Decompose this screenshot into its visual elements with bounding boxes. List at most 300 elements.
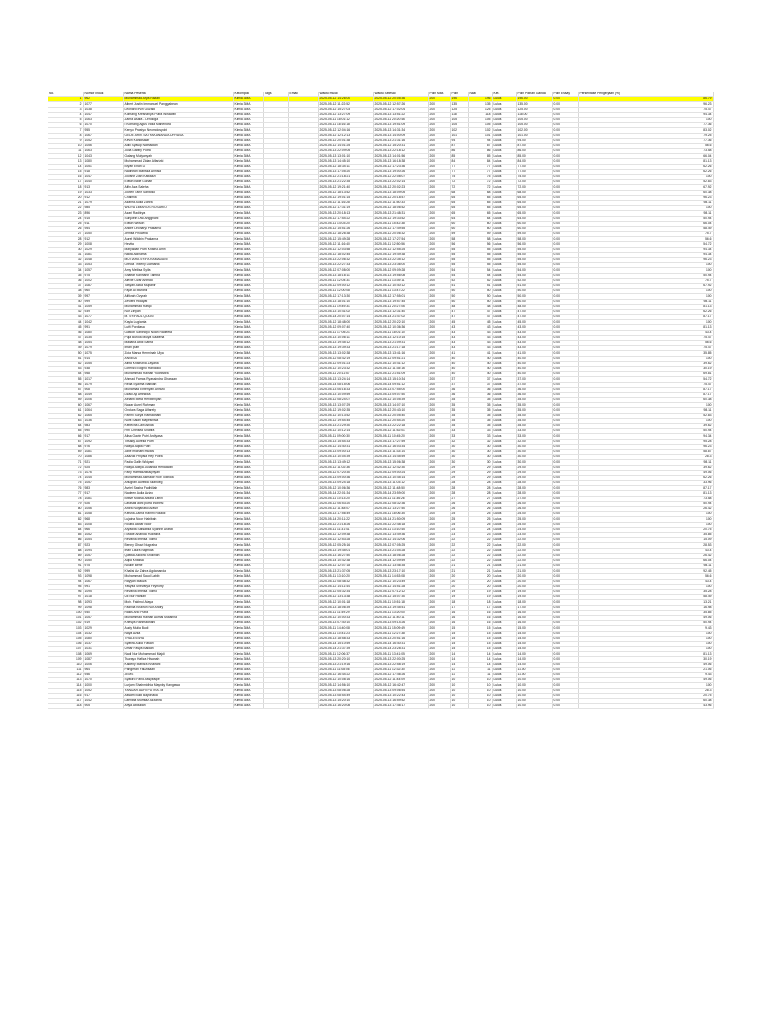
table-cell: Lulus [492, 641, 516, 646]
table-cell: 30 [450, 460, 468, 465]
table-cell: Nadeen Aulia Azizo [123, 491, 233, 496]
table-cell: 30 [468, 455, 492, 460]
table-cell: Kimia 3MA [233, 247, 263, 252]
table-cell: 2025-05-12 11:35:16 [373, 366, 428, 371]
table-cell: 20.00 [516, 584, 552, 589]
table-cell: 0.00 [552, 366, 578, 371]
table-cell: 98.11 [578, 460, 713, 465]
table-cell: 35 [450, 413, 468, 418]
table-cell: 2025-05-12 19:54:45 [318, 418, 373, 423]
table-cell: 1098 [83, 605, 123, 610]
table-cell: 2025-05-12 19:49:38 [373, 252, 428, 257]
table-cell: 0.00 [552, 683, 578, 688]
table-cell: Ardra Nurjanatul Arasif [123, 507, 233, 512]
table-cell: 200 [428, 143, 450, 148]
table-cell: 2025-05-12 10:00:33 [318, 615, 373, 620]
table-cell: 32.00 [516, 439, 552, 444]
table-cell: 200 [428, 325, 450, 330]
table-cell: 56.6 [578, 574, 713, 579]
table-cell: 200 [428, 180, 450, 185]
table-cell: 36 [450, 392, 468, 397]
table-cell: 1095 [83, 590, 123, 595]
table-cell: 2025-05-12 07:12:12 [373, 590, 428, 595]
table-cell: 2025-05-13 18:01:10 [318, 299, 373, 304]
table-cell: 1057 [83, 553, 123, 558]
table-cell: Kimia 3MA [233, 496, 263, 501]
table-cell: Lulus [492, 615, 516, 620]
table-cell: Lulus [492, 263, 516, 268]
table-cell: Nikita Aldhama [123, 252, 233, 257]
table-cell: Kimia 3MA [233, 704, 263, 709]
table-cell: Kimia 3MA [233, 361, 263, 366]
table-cell: 65.00 [516, 195, 552, 200]
table-cell: 96.23 [578, 195, 713, 200]
table-cell: 2025-05-12 13:27:50 [373, 507, 428, 512]
table-cell: 0.00 [552, 595, 578, 600]
table-cell: 63 [48, 418, 83, 423]
table-cell: 43.00 [516, 330, 552, 335]
table-cell: 48 [450, 304, 468, 309]
table-cell: 56.6 [578, 341, 713, 346]
table-cell: 2025-05-12 20:05:40 [373, 413, 428, 418]
table-cell: 29.00 [516, 470, 552, 475]
table-cell: 1052 [83, 688, 123, 693]
table-cell: 200 [428, 164, 450, 169]
table-cell: 1063 [83, 117, 123, 122]
table-cell: Kimia 3MA [233, 206, 263, 211]
table-cell: 58 [48, 392, 83, 397]
table-cell: 2025-05-12 06:53:20 [318, 501, 373, 506]
table-cell: Fadia Galih Widyani [123, 460, 233, 465]
table-cell: 56.6 [578, 237, 713, 242]
table-cell: 56 [450, 242, 468, 247]
table-cell: 43.00 [516, 346, 552, 351]
table-cell: Nasya Aqilla Putri [123, 444, 233, 449]
table-cell: 200 [428, 237, 450, 242]
table-cell: 2025-05-14 10:42:38 [318, 558, 373, 563]
table-cell: Kimia 3MA [233, 278, 263, 283]
table-cell: 40.00 [516, 356, 552, 361]
table-cell: Kimia 3MA [233, 418, 263, 423]
table-cell: 2025-05-13 22:09:05 [318, 149, 373, 154]
table-cell: 75.47 [578, 107, 713, 112]
table-cell: Lulus [492, 341, 516, 346]
table-cell: 22 [468, 553, 492, 558]
table-cell: Kimia 3MA [233, 102, 263, 107]
table-cell: Lulus [492, 434, 516, 439]
table-cell: 2025-05-13 13:41:16 [373, 351, 428, 356]
table-cell: 43 [468, 335, 492, 340]
table-cell: 0.00 [552, 636, 578, 641]
table-cell: 40.00 [516, 361, 552, 366]
table-cell: 19 [48, 190, 83, 195]
table-cell: 2025-05-12 08:32:36 [373, 501, 428, 506]
table-cell: 0.00 [552, 294, 578, 299]
table-cell: 0.00 [552, 501, 578, 506]
table-cell: 917 [83, 434, 123, 439]
table-cell: 1056 [83, 507, 123, 512]
table-cell: 14 [468, 652, 492, 657]
table-cell: Kimia 3MA [233, 97, 263, 102]
table-cell: 75.7 [578, 278, 713, 283]
table-cell: 2025-05-13 22:35:12 [373, 258, 428, 263]
table-cell: 109 [48, 657, 83, 662]
table-cell: 966 [83, 527, 123, 532]
table-cell: 30.00 [516, 455, 552, 460]
table-cell: 106 [48, 641, 83, 646]
table-cell: 64 [450, 216, 468, 221]
table-cell: 60.38 [578, 698, 713, 703]
table-cell: 0.00 [552, 527, 578, 532]
table-cell: 2025-05-11 14:53:08 [373, 574, 428, 579]
table-cell: 2025-05-13 16:27:50 [318, 553, 373, 558]
table-cell: 200 [428, 382, 450, 387]
table-cell: 1092 [83, 439, 123, 444]
table-cell: 104 [48, 631, 83, 636]
table-cell: 200 [428, 481, 450, 486]
table-cell: Lulus [492, 107, 516, 112]
table-cell: 27 [48, 232, 83, 237]
table-cell: 2025-05-12 14:32:06 [373, 538, 428, 543]
table-cell: 991 [83, 584, 123, 589]
table-cell: 10.00 [516, 683, 552, 688]
table-cell: 0.00 [552, 605, 578, 610]
table-cell: 985 [83, 206, 123, 211]
table-cell: 1075 [83, 351, 123, 356]
table-cell: 200 [428, 175, 450, 180]
table-cell: 20 [450, 574, 468, 579]
table-cell: 85 [468, 154, 492, 159]
table-cell: Alfikrah Ozyrah [123, 294, 233, 299]
table-cell: 2025-05-13 22:22:18 [373, 424, 428, 429]
table-cell: 2025-05-12 20:54:20 [373, 418, 428, 423]
table-cell: 2025-05-11 10:51:18 [373, 600, 428, 605]
table-cell: 940 [83, 610, 123, 615]
table-cell: 105.00 [516, 123, 552, 128]
table-cell: 100 [578, 263, 713, 268]
table-cell: 2025-05-12 18:02:45 [318, 252, 373, 257]
table-cell: 52.00 [516, 278, 552, 283]
table-cell: 48 [468, 304, 492, 309]
table-cell: 2025-05-12 13:46:35 [373, 564, 428, 569]
table-cell: Zaazuk Pinyala Hey Putra [123, 455, 233, 460]
table-cell: 14 [468, 662, 492, 667]
table-cell: 28.3 [578, 455, 713, 460]
table-cell: Kimia 3MA [233, 169, 263, 174]
table-cell: 2025-05-12 10:36:36 [373, 325, 428, 330]
table-cell: Kimia 3MA [233, 693, 263, 698]
table-cell: Kimia 3MA [233, 455, 263, 460]
table-cell: 35.28 [578, 590, 713, 595]
table-cell: 2025-05-13 11:33:14 [373, 449, 428, 454]
table-cell: 100 [578, 320, 713, 325]
table-cell: 200 [428, 418, 450, 423]
table-cell: 105 [468, 123, 492, 128]
table-cell: Naya Azka [123, 631, 233, 636]
table-cell: 55 [468, 258, 492, 263]
table-cell: 21.00 [516, 564, 552, 569]
table-cell: 200 [428, 206, 450, 211]
table-cell: 50.00 [516, 299, 552, 304]
table-cell: 16 [468, 610, 492, 615]
table-cell: Kimia 3MA [233, 164, 263, 169]
table-cell: Kimia 3MA [233, 175, 263, 180]
table-cell: Kimia 3MA [233, 553, 263, 558]
table-cell: 1043 [83, 154, 123, 159]
table-cell: 0.00 [552, 387, 578, 392]
table-cell: 77.00 [516, 169, 552, 174]
table-cell: 16 [450, 615, 468, 620]
table-cell: Nadhifah Marissa Annisa [123, 169, 233, 174]
table-cell: 78 [48, 496, 83, 501]
table-cell: Syafira Aulia Yuwari [123, 641, 233, 646]
table-cell: 2025-05-12 18:26:38 [318, 232, 373, 237]
table-cell: Kimia 3MA [233, 641, 263, 646]
table-cell: 22.00 [516, 553, 552, 558]
table-cell: 2025-05-13 19:51:09 [373, 123, 428, 128]
table-cell: 2025-05-12 15:20:31 [373, 143, 428, 148]
table-cell: Zevieril Hidayat [123, 299, 233, 304]
table-cell: 0.00 [552, 429, 578, 434]
table-cell: Amy Meilisa Syifa [123, 268, 233, 273]
table-cell: 2025-05-12 10:40:12 [373, 283, 428, 288]
table-cell: 101 [450, 133, 468, 138]
table-cell: Lulus [492, 631, 516, 636]
table-cell: 200 [428, 252, 450, 257]
table-cell: 1045 [83, 475, 123, 480]
table-cell: Kimia 3MA [233, 631, 263, 636]
table-cell: 26.00 [516, 507, 552, 512]
table-cell: 54.72 [578, 242, 713, 247]
table-cell: 16 [450, 621, 468, 626]
table-cell: Jovien Tahir Santoso [123, 190, 233, 195]
table-cell: Lulus [492, 226, 516, 231]
table-cell: 2025-05-12 08:42:19 [318, 356, 373, 361]
table-cell: 28.00 [516, 491, 552, 496]
table-cell: 200 [428, 258, 450, 263]
table-cell: 52 [468, 278, 492, 283]
table-cell: 0.00 [552, 641, 578, 646]
table-cell: 1065 [83, 413, 123, 418]
table-cell: 83 [48, 522, 83, 527]
table-cell: 10 [468, 688, 492, 693]
table-cell: Fahmi Surya Ramadhani [123, 413, 233, 418]
table-cell: Lulus [492, 216, 516, 221]
table-cell: 92.45 [578, 569, 713, 574]
table-cell: 60 [468, 226, 492, 231]
column-header: Poin Pilihan Ganda [516, 92, 552, 97]
table-cell: 102 [48, 621, 83, 626]
table-cell: 25 [468, 517, 492, 522]
table-cell: 2025-05-13 15:10:34 [373, 377, 428, 382]
table-cell: Lulus [492, 693, 516, 698]
table-cell: 2025-05-13 22:58:19 [373, 662, 428, 667]
table-cell: 44 [48, 320, 83, 325]
table-cell: 2025-05-13 10:22:43 [373, 693, 428, 698]
table-cell: 2025-05-11 14:03:20 [318, 221, 373, 226]
table-cell: 15 [450, 626, 468, 631]
table-cell: 0.00 [552, 138, 578, 143]
table-cell: 2025-05-12 20:43:10 [373, 408, 428, 413]
table-cell: Fahy Hafmidzatusyhyah [123, 470, 233, 475]
table-cell: 10 [468, 678, 492, 683]
table-cell: 2025-05-12 19:21:40 [318, 185, 373, 190]
table-cell: Tsurayo Hafiza Hisanah [123, 657, 233, 662]
table-cell: Kebecha Laifi Abida [123, 424, 233, 429]
table-cell: 2025-05-12 20:06:32 [373, 232, 428, 237]
table-cell: 1050 [83, 232, 123, 237]
table-cell: 0.00 [552, 439, 578, 444]
table-cell: 49.06 [578, 662, 713, 667]
table-cell: 47 [468, 315, 492, 320]
table-cell: 50 [468, 289, 492, 294]
table-cell: Bryan Erlan Li [123, 164, 233, 169]
table-cell: 1050 [83, 558, 123, 563]
table-cell: THALESSHA [123, 636, 233, 641]
table-cell: 60.38 [578, 190, 713, 195]
table-cell: Edwin Wilson [123, 221, 233, 226]
table-cell: 200 [428, 693, 450, 698]
table-cell: 52 [450, 278, 468, 283]
table-cell: 0.00 [552, 289, 578, 294]
table-cell: 43 [450, 341, 468, 346]
table-cell: 37 [450, 382, 468, 387]
table-cell: Kimia 3MA [233, 258, 263, 263]
table-cell: 2025-05-12 07:20:30 [318, 470, 373, 475]
table-cell: 200 [428, 532, 450, 537]
table-cell: 11 [468, 667, 492, 672]
table-cell: 77.00 [516, 164, 552, 169]
table-cell: 0.00 [552, 584, 578, 589]
table-cell: 26.00 [516, 501, 552, 506]
table-cell: 87.17 [578, 315, 713, 320]
table-cell: 2025-05-11 09:00:30 [318, 434, 373, 439]
table-cell: Intan putri [123, 346, 233, 351]
table-cell: 200 [428, 574, 450, 579]
table-cell: JEMS [123, 673, 233, 678]
table-cell: Leonard Irvin Guzadi [123, 107, 233, 112]
table-cell: 2025-05-12 14:01:25 [318, 143, 373, 148]
table-cell: Kimia 3MA [233, 449, 263, 454]
table-cell: 1081 [83, 449, 123, 454]
table-cell: 2025-05-12 21:18:26 [318, 522, 373, 527]
table-cell: 200 [428, 491, 450, 496]
table-cell: 100 [578, 641, 713, 646]
table-cell: 43.00 [516, 325, 552, 330]
table-cell: 66.04 [578, 558, 713, 563]
table-cell: 2025-05-11 13:41:05 [373, 652, 428, 657]
table-cell: 2025-05-14 21:50:09 [373, 517, 428, 522]
table-cell: 200 [428, 330, 450, 335]
table-cell: 97 [48, 595, 83, 600]
table-cell: Lulus [492, 200, 516, 205]
table-cell: 43.4 [578, 548, 713, 553]
table-cell: Lulus [492, 403, 516, 408]
table-cell: 84 [468, 159, 492, 164]
table-cell: 43 [468, 325, 492, 330]
table-cell: 1042 [83, 320, 123, 325]
table-cell: Lulus [492, 123, 516, 128]
table-cell: Rasya Aditya Julianda Herdawan [123, 465, 233, 470]
table-cell: Fadhila Khairun Nur Andry [123, 605, 233, 610]
table-cell: 15 [468, 631, 492, 636]
table-cell: 30.00 [516, 449, 552, 454]
table-cell: 14 [468, 657, 492, 662]
table-cell: 200 [428, 636, 450, 641]
table-cell: Kimia 3MA [233, 600, 263, 605]
table-cell: Maryadah Putri Khairul Amri [123, 247, 233, 252]
table-cell: 2025-05-12 13:27:09 [318, 112, 373, 117]
table-cell: 67.92 [578, 185, 713, 190]
table-cell: 1047 [83, 112, 123, 117]
table-cell: 1094 [83, 548, 123, 553]
table-cell: 77 [468, 169, 492, 174]
table-cell: 15.00 [516, 636, 552, 641]
table-cell: 51 [468, 283, 492, 288]
table-cell: 55.00 [516, 263, 552, 268]
table-cell: 2025-05-12 14:11:44 [318, 584, 373, 589]
table-cell: 83.02 [578, 128, 713, 133]
table-cell: 0.00 [552, 216, 578, 221]
table-cell: Lulus [492, 180, 516, 185]
table-cell: 10 [450, 678, 468, 683]
table-cell: 200 [428, 216, 450, 221]
table-cell: 2025-05-12 20:02:23 [373, 185, 428, 190]
table-cell: 11.00 [516, 673, 552, 678]
table-cell: 100 [578, 356, 713, 361]
table-cell: 6 [48, 123, 83, 128]
table-cell: 2025-05-13 15:20:10 [318, 698, 373, 703]
table-cell: Lulus [492, 117, 516, 122]
table-cell: 54 [450, 268, 468, 273]
table-cell: Uli Nur Haniah [123, 595, 233, 600]
table-cell: 2025-05-12 21:51:09 [373, 372, 428, 377]
table-cell: 2025-05-14 22:01:34 [318, 491, 373, 496]
table-cell: 35 [468, 398, 492, 403]
table-cell: 2025-05-13 21:48:31 [373, 211, 428, 216]
table-cell: 62.26 [578, 309, 713, 314]
table-cell: 20 [450, 584, 468, 589]
table-cell: Nur Zinyah [123, 309, 233, 314]
table-cell: 1059 [83, 304, 123, 309]
table-cell: 1058 [83, 512, 123, 517]
table-cell: Lulus [492, 444, 516, 449]
table-cell: WIDYA LIMAROS ROSARIO [123, 206, 233, 211]
table-cell: 69 [48, 449, 83, 454]
table-cell: 36.00 [516, 392, 552, 397]
table-cell: 0.00 [552, 143, 578, 148]
table-cell: 1098 [83, 574, 123, 579]
table-cell: 2025-05-11 14:40:08 [318, 626, 373, 631]
table-cell: 11 [48, 149, 83, 154]
table-cell: 2025-05-13 10:41:02 [318, 309, 373, 314]
table-cell: Muhammad Rafqo [123, 304, 233, 309]
table-cell: 2025-05-11 18:01:10 [373, 330, 428, 335]
table-cell: Lulus [492, 252, 516, 257]
table-cell: 200 [428, 200, 450, 205]
column-header: Kelompok [233, 92, 263, 97]
table-cell: 0.00 [552, 579, 578, 584]
table-cell: Lulus [492, 304, 516, 309]
table-cell: 20 [468, 574, 492, 579]
table-cell: 28 [450, 481, 468, 486]
table-cell: 21 [450, 564, 468, 569]
table-cell: 72 [450, 185, 468, 190]
table-cell: Kimia 3MA [233, 387, 263, 392]
table-cell: 72.00 [516, 185, 552, 190]
table-cell: 2025-05-13 19:56:08 [373, 273, 428, 278]
table-cell: Lulus [492, 211, 516, 216]
